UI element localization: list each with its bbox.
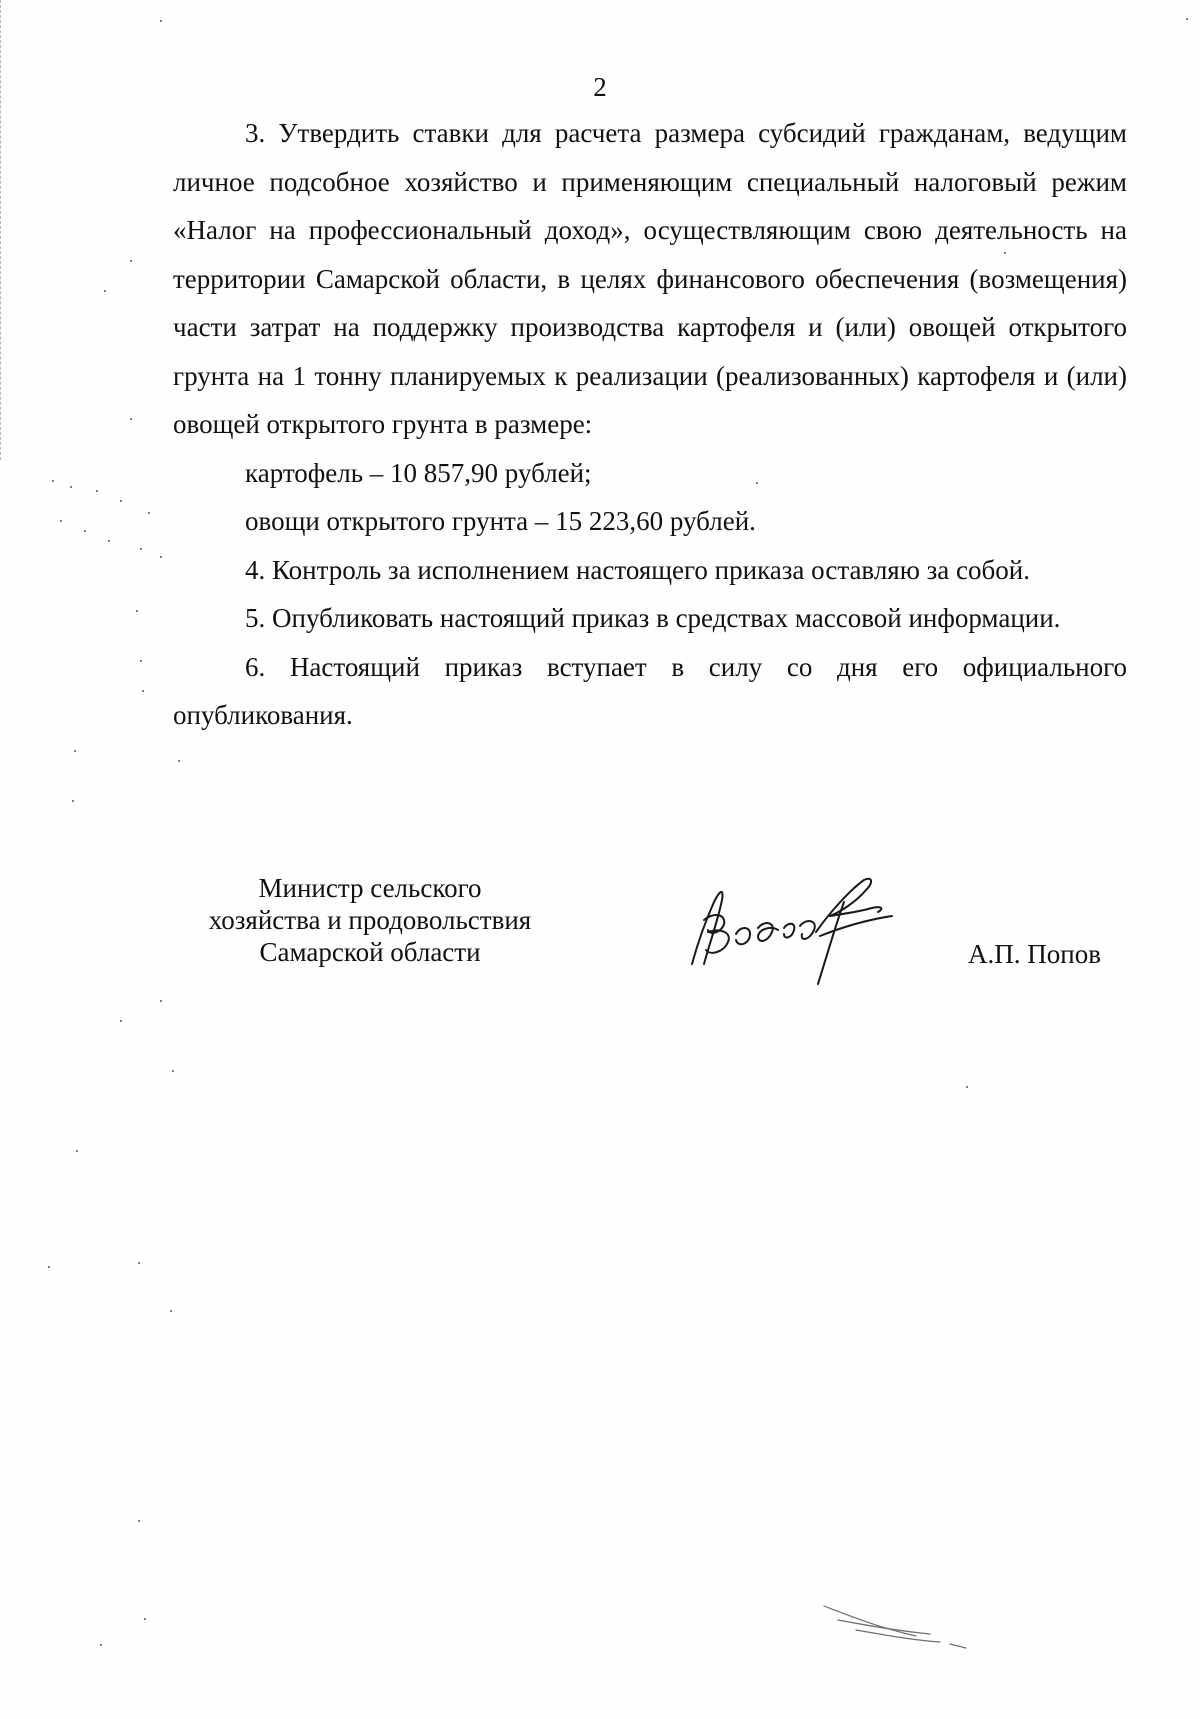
scan-speck [966, 1086, 968, 1088]
scan-speck [140, 660, 142, 662]
scan-speck [1004, 252, 1006, 254]
scan-speck [756, 482, 758, 484]
rate-potato: картофель – 10 857,90 рублей; [245, 457, 592, 488]
scan-speck [160, 556, 162, 558]
scan-speck [130, 260, 132, 262]
scan-speck [142, 690, 144, 692]
position-line-3: Самарской области [259, 937, 481, 967]
scan-speck [138, 1262, 140, 1264]
page-number: 2 [593, 72, 607, 102]
scan-speck [140, 548, 142, 550]
scan-speck [76, 1150, 78, 1152]
scan-speck [74, 750, 76, 752]
handwritten-signature [680, 872, 905, 990]
scan-speck [170, 1310, 172, 1312]
scan-speck [72, 800, 74, 802]
scan-speck [1186, 18, 1188, 20]
paragraph-5: 5. Опубликовать настоящий приказ в средствах массовой информации. [245, 603, 1061, 633]
signature-block [0, 872, 1200, 1002]
pencil-mark [820, 1600, 980, 1650]
scan-edge-marks [0, 0, 7, 460]
position-line-2: хозяйства и продовольствия [208, 905, 532, 935]
order-body [173, 109, 1127, 740]
signer-position [180, 872, 560, 968]
scan-speck [138, 1520, 140, 1522]
scan-speck [130, 418, 132, 420]
scan-speck [60, 520, 62, 522]
scan-speck [100, 1644, 102, 1646]
signer-name: А.П. Попов [968, 939, 1101, 969]
scan-speck [172, 1070, 174, 1072]
position-line-1: Министр сельского [258, 873, 482, 903]
scan-speck [104, 290, 106, 292]
paragraph-4: 4. Контроль за исполнением настоящего приказа оставляю за собой. [245, 554, 1030, 585]
scan-speck [160, 1000, 162, 1002]
scan-speck [144, 1618, 146, 1620]
scan-speck [120, 1020, 122, 1022]
paragraph-6: 6. Настоящий приказ вступает в силу со дня его официального опубликования. [173, 651, 1127, 730]
scan-speck [160, 20, 162, 22]
scan-speck [48, 1266, 50, 1268]
scan-speck [52, 480, 54, 482]
scan-speck [148, 512, 150, 514]
scan-speck [84, 530, 86, 532]
scan-speck [136, 610, 138, 612]
scan-speck [96, 490, 98, 492]
scan-speck [70, 486, 72, 488]
paragraph-3: 3. Утвердить ставки для расчета размера субсидий гражданам, ведущим личное подсобное хозяйство и применяющим специальный налоговый режим «Налог на профессиональный доход», осуществляющим свою деятельность на территории Самарской области, в целях финансового обеспечения (возмещения) части затрат на поддержку производства картофеля и (или) овощей открытого грунта на 1 тонну планируемых к реализации (реализованных) картофеля и (или) овощей открытого грунта в размере: [173, 118, 1127, 439]
scan-speck [178, 760, 180, 762]
rate-vegetables: овощи открытого грунта – 15 223,60 рублей. [245, 506, 756, 536]
scan-speck [108, 540, 110, 542]
scan-speck [120, 500, 122, 502]
